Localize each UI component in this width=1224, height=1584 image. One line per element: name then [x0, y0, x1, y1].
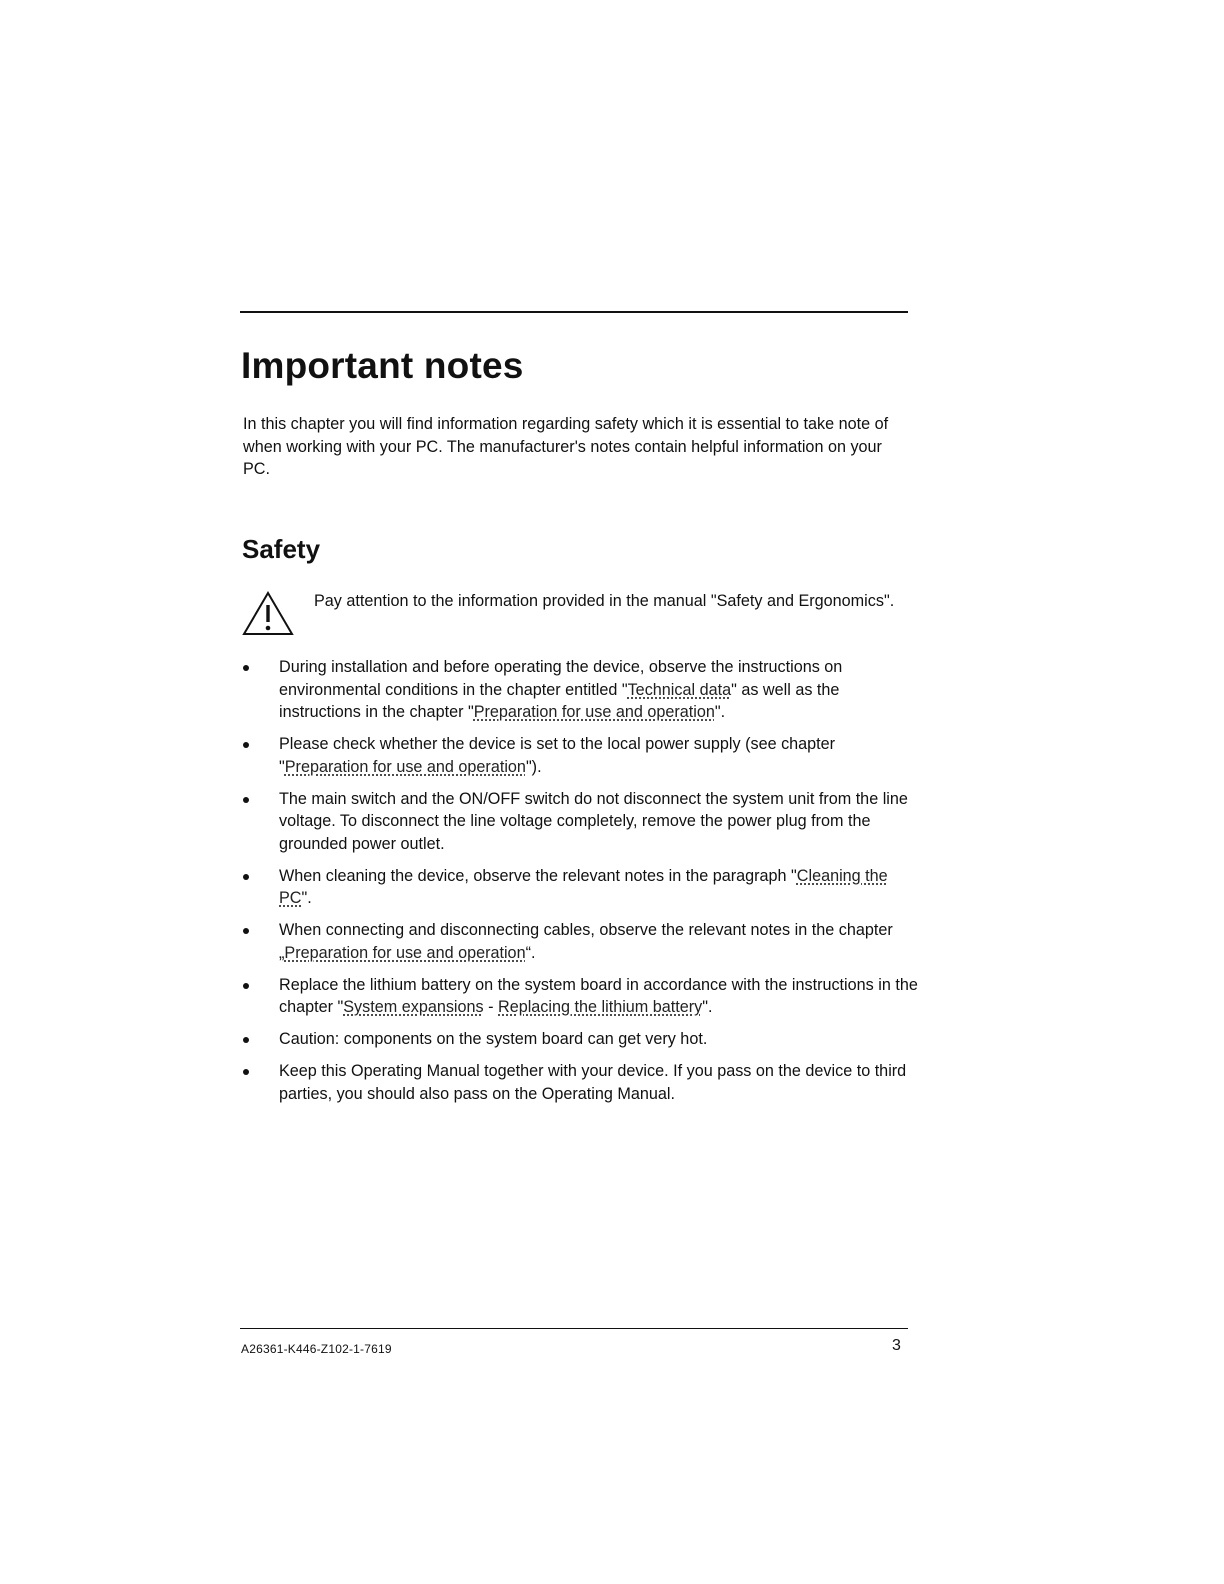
page-number: 3 — [892, 1337, 901, 1354]
bullet-dot-icon — [243, 797, 249, 803]
list-item-text: - — [483, 998, 499, 1016]
list-item-text: During installation and before operating the device, observe the instructions on environmental conditions in the chapter entitled " — [279, 658, 843, 699]
bullet-dot-icon — [243, 1069, 249, 1075]
list-item-text: When cleaning the device, observe the relevant notes in the paragraph " — [279, 866, 797, 885]
list-item-text: ". — [714, 703, 726, 721]
cross-reference-link[interactable]: Preparation for use and operation — [284, 757, 526, 776]
list-item-text: When connecting and disconnecting cables, observe the relevant notes in the chapter „ — [279, 921, 893, 962]
list-item-text: Keep this Operating Manual together with your device. If you pass on the device to third parties, you should also pass on the Operating Manual. — [279, 1062, 907, 1103]
bullet-dot-icon — [243, 983, 249, 989]
list-item — [243, 974, 923, 1019]
list-item-text: “. — [525, 943, 536, 962]
list-item-text: ". — [301, 889, 312, 907]
list-item — [243, 919, 923, 964]
cross-reference-link[interactable]: Replacing the lithium battery — [498, 998, 703, 1016]
cross-reference-link[interactable]: Technical data — [627, 680, 732, 699]
list-item-text: The main switch and the ON/OFF switch do not disconnect the system unit from the line voltage. To disconnect the line voltage completely, remove the power plug from the grounded power outlet. — [279, 789, 908, 853]
list-item — [243, 1028, 923, 1051]
cross-reference-link[interactable]: System expansions — [343, 998, 484, 1016]
list-item-text: Please check whether the device is set to the local power supply (see chapter " — [279, 735, 836, 776]
section-heading-safety: Safety — [242, 534, 321, 564]
list-item-text: Replace the lithium battery on the system board in accordance with the instructions in the chapter " — [279, 975, 918, 1016]
cross-reference-link[interactable]: Cleaning the PC — [279, 866, 888, 907]
bullet-dot-icon — [243, 742, 249, 748]
safety-warning-text: Pay attention to the information provided in the manual "Safety and Ergonomics". — [314, 592, 895, 610]
list-item — [243, 1060, 923, 1105]
page-title: Important notes — [241, 345, 524, 386]
list-item — [243, 788, 923, 856]
safety-bullet-list — [243, 656, 923, 1115]
bullet-dot-icon — [243, 1037, 249, 1043]
list-item — [243, 865, 923, 910]
warning-triangle-icon — [242, 590, 294, 636]
list-item-text: ". — [702, 998, 713, 1016]
list-item — [243, 733, 923, 778]
list-item — [243, 656, 923, 724]
intro-paragraph: In this chapter you will find information regarding safety which it is essential to take note of when working with your PC. The manufacturer's notes contain helpful information on your PC. — [243, 415, 889, 478]
bullet-dot-icon — [243, 928, 249, 934]
list-item-text: Caution: components on the system board can get very hot. — [279, 1030, 708, 1048]
cross-reference-link[interactable]: Preparation for use and operation — [284, 943, 526, 962]
bullet-dot-icon — [243, 665, 249, 671]
bottom-rule — [240, 1328, 908, 1329]
document-code: A26361-K446-Z102-1-7619 — [241, 1342, 392, 1356]
list-item-text: "). — [525, 757, 542, 776]
bullet-dot-icon — [243, 874, 249, 880]
top-rule — [240, 311, 908, 313]
list-item-text: " as well as the instructions in the chapter " — [279, 680, 840, 721]
cross-reference-link[interactable]: Preparation for use and operation — [473, 703, 715, 721]
